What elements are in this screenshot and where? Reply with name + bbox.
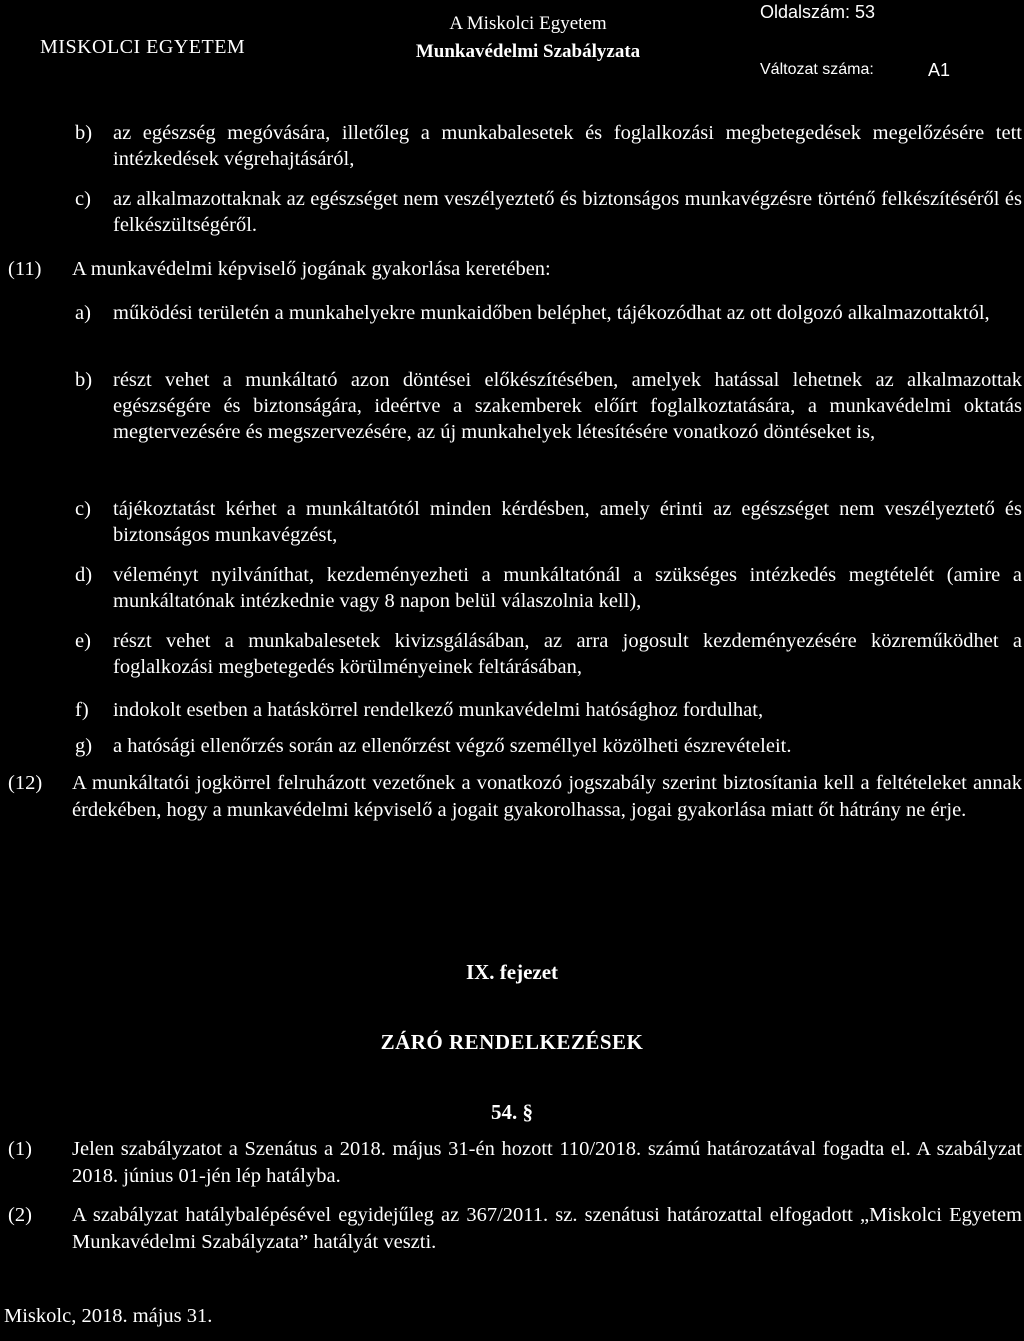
version-value: A1 xyxy=(928,60,951,80)
list-item xyxy=(75,120,1022,172)
list-item-label: f) xyxy=(75,699,89,721)
list-item xyxy=(75,628,1022,680)
list-item-text: a hatósági ellenőrzés során az ellenőrzést végző személlyel közölheti észrevételeit. xyxy=(113,735,792,757)
paragraph-text: A szabályzat hatálybalépésével egyidejűleg az 367/2011. sz. szenátusi határozattal elfogadott „Miskolci Egyetem Munkavédelmi Szabályzata” hatályát veszti. xyxy=(72,1204,1022,1253)
section-number: 54. § xyxy=(491,1100,533,1124)
list-item xyxy=(75,367,1022,445)
list-item-label: g) xyxy=(75,735,93,757)
list-item-text: az egészség megóvására, illetőleg a munkabalesetek és foglalkozási megbetegedések megelőzésére tett intézkedések végrehajtásáról, xyxy=(113,122,1022,170)
paragraph-number: (11) xyxy=(8,258,42,280)
paragraph-number: (12) xyxy=(8,772,43,794)
list-item-text: működési területén a munkahelyekre munkaidőben beléphet, tájékozódhat az ott dolgozó alkalmazottaktól, xyxy=(113,302,990,324)
list-item-label: b) xyxy=(75,369,93,391)
institution-name: MISKOLCI EGYETEM xyxy=(40,36,246,58)
list-item-text: az alkalmazottaknak az egészséget nem veszélyeztető és biztonságos munkavégzésre történő felkészítéséről és felkészültségéről. xyxy=(113,188,1022,236)
document-title-line1: A Miskolci Egyetem xyxy=(449,13,607,34)
paragraph-number: (1) xyxy=(8,1138,32,1160)
list-item-text: részt vehet a munkabalesetek kivizsgálásában, az arra jogosult kezdeményezésére közreműködhet a foglalkozási megbetegedés körülményeinek feltárásában, xyxy=(113,630,1022,678)
page-number: Oldalszám: 53 xyxy=(760,2,876,22)
list-item xyxy=(75,300,1022,326)
list-item-label: a) xyxy=(75,302,91,324)
list-item-label: e) xyxy=(75,630,91,652)
list-item xyxy=(75,697,1022,723)
final-paragraph-2 xyxy=(8,1202,1022,1256)
list-item xyxy=(75,186,1022,238)
list-item xyxy=(75,562,1022,614)
list-item-text: részt vehet a munkáltató azon döntései előkészítésében, amelyek hatással lehetnek az alkalmazottak egészségére és biztonságára, ideértve a szakemberek előírt foglalkoztatására, a munkavédelmi oktatás megtervezésére és megszervezésére, az új munkahelyek létesítésére vonatkozó döntéseket is, xyxy=(113,369,1022,443)
paragraph-number: (2) xyxy=(8,1204,32,1226)
place-date: Miskolc, 2018. május 31. xyxy=(4,1305,213,1327)
paragraph-11 xyxy=(8,256,1022,283)
paragraph-text: A munkavédelmi képviselő jogának gyakorlása keretében: xyxy=(72,258,551,280)
final-paragraph-1 xyxy=(8,1136,1022,1190)
document-title xyxy=(378,10,678,66)
chapter-title: IX. fejezet xyxy=(465,960,559,984)
paragraph-text: A munkáltatói jogkörrel felruházott vezetőnek a vonatkozó jogszabály szerint biztosítania kell a feltételeket annak érdekében, hogy a munkavédelmi képviselő a jogait gyakorolhassa, jogai gyakorlása miatt őt hátrány ne érje. xyxy=(72,772,1022,821)
list-item-label: c) xyxy=(75,188,91,210)
page-header xyxy=(0,0,1024,100)
paragraph-text: Jelen szabályzatot a Szenátus a 2018. május 31-én hozott 110/2018. számú határozatával fogadta el. A szabályzat 2018. június 01-jén lép hatályba. xyxy=(72,1138,1022,1187)
list-item-label: c) xyxy=(75,498,91,520)
list-item-text: véleményt nyilváníthat, kezdeményezheti a munkáltatónál a szükséges intézkedés megtételét (amire a munkáltatónak intézkednie vagy 8 napon belül válaszolnia kell), xyxy=(113,564,1022,612)
list-item-label: d) xyxy=(75,564,93,586)
chapter-subtitle: ZÁRÓ RENDELKEZÉSEK xyxy=(380,1030,644,1054)
list-item xyxy=(75,496,1022,548)
version-label: Változat száma: xyxy=(760,61,874,78)
list-item-text: tájékoztatást kérhet a munkáltatótól minden kérdésben, amely érinti az egészséget nem veszélyeztető és biztonságos munkavégzést, xyxy=(113,498,1022,546)
document-title-line2: Munkavédelmi Szabályzata xyxy=(415,41,641,62)
list-item-label: b) xyxy=(75,122,93,144)
paragraph-12 xyxy=(8,770,1022,824)
list-item xyxy=(75,733,1022,759)
list-item-text: indokolt esetben a hatáskörrel rendelkező munkavédelmi hatósághoz fordulhat, xyxy=(113,699,764,721)
